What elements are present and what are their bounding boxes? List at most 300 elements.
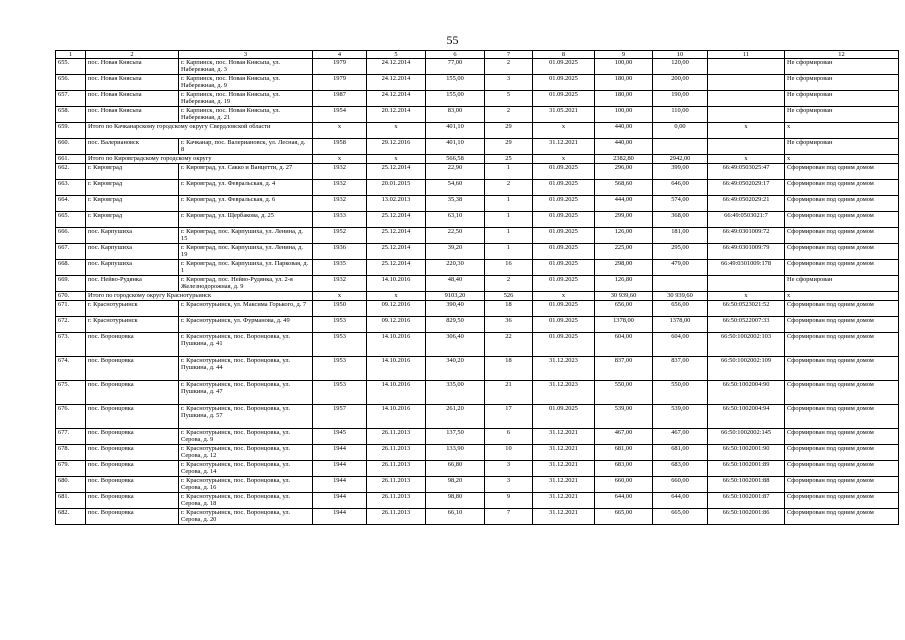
- year-built-cell: 1953: [313, 357, 367, 381]
- row-number: 680.: [56, 477, 86, 493]
- area-cell: 390,40: [426, 301, 485, 317]
- year-built-cell: 1954: [313, 107, 367, 123]
- value-cell: 644,00: [595, 493, 653, 509]
- value-cell: 120,00: [653, 59, 708, 75]
- residents-cell: 18: [485, 357, 533, 381]
- value-cell: 2942,00: [653, 155, 708, 164]
- year-built-cell: 1935: [313, 260, 367, 276]
- value-cell: 681,00: [653, 445, 708, 461]
- residents-cell: 10: [485, 445, 533, 461]
- status-cell: Сформирован под одним домом: [785, 461, 899, 477]
- table-row: [56, 317, 899, 333]
- year-built-cell: 1936: [313, 244, 367, 260]
- residents-cell: 3: [485, 477, 533, 493]
- date-cell: 26.11.2013: [367, 445, 426, 461]
- address-cell: г. Краснотурьинск, ул. Фурманова, д. 49: [179, 317, 313, 333]
- row-number: 661.: [56, 155, 86, 164]
- settlement-cell: пос. Воронцовка: [86, 357, 179, 381]
- date-cell: 20.12.2014: [367, 107, 426, 123]
- value-cell: 568,60: [595, 180, 653, 196]
- area-cell: 77,00: [426, 59, 485, 75]
- settlement-cell: г. Кировград: [86, 180, 179, 196]
- status-cell: Не сформирован: [785, 139, 899, 155]
- table-row: [56, 276, 899, 292]
- cadastral-cell: x: [708, 123, 785, 139]
- residents-cell: 6: [485, 429, 533, 445]
- area-cell: 83,00: [426, 107, 485, 123]
- deadline-cell: 31.12.2021: [533, 493, 595, 509]
- year-built-cell: 1958: [313, 139, 367, 155]
- settlement-cell: г. Кировград: [86, 164, 179, 180]
- deadline-cell: 01.09.2025: [533, 244, 595, 260]
- row-number: 669.: [56, 276, 86, 292]
- value-cell: 660,00: [595, 477, 653, 493]
- status-cell: Сформирован под одним домом: [785, 509, 899, 525]
- settlement-cell: пос. Новая Княсьпа: [86, 107, 179, 123]
- cadastral-cell: 66:49:0503025:47: [708, 164, 785, 180]
- status-cell: Сформирован под одним домом: [785, 301, 899, 317]
- value-cell: 644,00: [653, 493, 708, 509]
- date-cell: 09.12.2016: [367, 317, 426, 333]
- area-cell: 39,20: [426, 244, 485, 260]
- status-cell: Сформирован под одним домом: [785, 405, 899, 429]
- deadline-cell: 01.09.2025: [533, 317, 595, 333]
- table-row: [56, 260, 899, 276]
- year-built-cell: 1944: [313, 477, 367, 493]
- area-cell: 22,50: [426, 228, 485, 244]
- year-built-cell: 1945: [313, 429, 367, 445]
- row-number: 675.: [56, 381, 86, 405]
- area-cell: 340,20: [426, 357, 485, 381]
- value-cell: 200,00: [653, 75, 708, 91]
- status-cell: Не сформирован: [785, 75, 899, 91]
- residents-cell: 29: [485, 139, 533, 155]
- header-cell: 9: [595, 51, 653, 59]
- table-row: [56, 212, 899, 228]
- header-cell: 12: [785, 51, 899, 59]
- date-cell: 25.12.2014: [367, 260, 426, 276]
- area-cell: 306,40: [426, 333, 485, 357]
- cadastral-cell: x: [708, 292, 785, 301]
- deadline-cell: 01.09.2025: [533, 301, 595, 317]
- area-cell: 261,20: [426, 405, 485, 429]
- table-row: [56, 405, 899, 429]
- status-cell: Сформирован под одним домом: [785, 429, 899, 445]
- deadline-cell: 31.12.2021: [533, 461, 595, 477]
- value-cell: 444,00: [595, 196, 653, 212]
- row-number: 664.: [56, 196, 86, 212]
- status-cell: Сформирован под одним домом: [785, 228, 899, 244]
- value-cell: 295,00: [653, 244, 708, 260]
- row-number: 672.: [56, 317, 86, 333]
- status-cell: Не сформирован: [785, 59, 899, 75]
- cadastral-cell: 66:50:0523021:52: [708, 301, 785, 317]
- value-cell: 100,00: [595, 59, 653, 75]
- area-cell: 220,30: [426, 260, 485, 276]
- row-number: 673.: [56, 333, 86, 357]
- deadline-cell: 31.12.2021: [533, 139, 595, 155]
- date-cell: 25.12.2014: [367, 228, 426, 244]
- address-cell: г. Краснотурьинск, пос. Воронцовка, ул. Пушкина, д. 57: [179, 405, 313, 429]
- value-cell: 2382,80: [595, 155, 653, 164]
- status-cell: Не сформирован: [785, 91, 899, 107]
- year-built-cell: 1944: [313, 445, 367, 461]
- deadline-cell: 01.09.2025: [533, 196, 595, 212]
- value-cell: 30 939,60: [595, 292, 653, 301]
- area-cell: 155,00: [426, 75, 485, 91]
- value-cell: 399,00: [653, 164, 708, 180]
- row-number: 656.: [56, 75, 86, 91]
- residents-cell: 29: [485, 123, 533, 139]
- cadastral-cell: 66:49:0301009:178: [708, 260, 785, 276]
- area-cell: 22,90: [426, 164, 485, 180]
- value-cell: 296,00: [595, 164, 653, 180]
- total-label-cell: Итого по Качканарскому городскому округу Свердловской области: [86, 123, 313, 139]
- deadline-cell: 01.09.2025: [533, 276, 595, 292]
- address-cell: г. Карпинск, пос. Новая Княсьпа, ул. Набережная, д. 9: [179, 75, 313, 91]
- cadastral-cell: 66:50:1002002:103: [708, 333, 785, 357]
- deadline-cell: 01.09.2025: [533, 228, 595, 244]
- value-cell: 656,00: [595, 301, 653, 317]
- deadline-cell: x: [533, 292, 595, 301]
- address-cell: г. Кировград, ул. Сакко и Ванцетти, д. 27: [179, 164, 313, 180]
- cadastral-cell: [708, 59, 785, 75]
- date-cell: 14.10.2016: [367, 333, 426, 357]
- address-cell: г. Кировград, ул. Февральская, д. 4: [179, 180, 313, 196]
- area-cell: 66,80: [426, 461, 485, 477]
- cadastral-cell: 66:49:0503021:7: [708, 212, 785, 228]
- status-cell: Сформирован под одним домом: [785, 333, 899, 357]
- value-cell: 467,00: [653, 429, 708, 445]
- address-cell: г. Кировград, ул. Февральская, д. 6: [179, 196, 313, 212]
- date-cell: 14.10.2016: [367, 357, 426, 381]
- status-cell: Сформирован под одним домом: [785, 164, 899, 180]
- residents-cell: 22: [485, 333, 533, 357]
- table-row: [56, 461, 899, 477]
- row-number: 677.: [56, 429, 86, 445]
- date-cell: 24.12.2014: [367, 91, 426, 107]
- area-cell: 48,40: [426, 276, 485, 292]
- value-cell: 126,80: [595, 276, 653, 292]
- date-cell: 24.12.2014: [367, 59, 426, 75]
- year-built-cell: 1979: [313, 75, 367, 91]
- value-cell: 440,00: [595, 123, 653, 139]
- residents-cell: 3: [485, 75, 533, 91]
- row-number: 678.: [56, 445, 86, 461]
- cadastral-cell: 66:50:1002001:89: [708, 461, 785, 477]
- value-cell: 298,00: [595, 260, 653, 276]
- residents-cell: 25: [485, 155, 533, 164]
- year-built-cell: 1953: [313, 381, 367, 405]
- total-row: [56, 292, 899, 301]
- table-row: [56, 493, 899, 509]
- value-cell: 126,00: [595, 228, 653, 244]
- settlement-cell: г. Кировград: [86, 212, 179, 228]
- year-built-cell: 1957: [313, 405, 367, 429]
- residents-cell: 7: [485, 509, 533, 525]
- value-cell: 683,00: [653, 461, 708, 477]
- table-row: [56, 196, 899, 212]
- table-row: [56, 509, 899, 525]
- row-number: 676.: [56, 405, 86, 429]
- cadastral-cell: [708, 91, 785, 107]
- date-cell: 20.01.2015: [367, 180, 426, 196]
- cadastral-cell: 66:50:1002002:109: [708, 357, 785, 381]
- year-built-cell: 1944: [313, 493, 367, 509]
- cadastral-cell: 66:50:1002001:86: [708, 509, 785, 525]
- table-row: [56, 357, 899, 381]
- header-cell: 2: [86, 51, 179, 59]
- deadline-cell: 01.09.2025: [533, 164, 595, 180]
- table-row: [56, 244, 899, 260]
- cadastral-cell: 66:50:1002001:88: [708, 477, 785, 493]
- total-label-cell: Итого по городскому округу Краснотурьинск: [86, 292, 313, 301]
- residents-cell: 2: [485, 180, 533, 196]
- value-cell: 550,00: [653, 381, 708, 405]
- table-row: [56, 301, 899, 317]
- value-cell: 225,00: [595, 244, 653, 260]
- row-number: 667.: [56, 244, 86, 260]
- area-cell: 137,50: [426, 429, 485, 445]
- settlement-cell: пос. Воронцовка: [86, 477, 179, 493]
- settlement-cell: пос. Карпушиха: [86, 228, 179, 244]
- cadastral-cell: [708, 139, 785, 155]
- date-cell: 25.12.2014: [367, 212, 426, 228]
- year-built-cell: 1944: [313, 509, 367, 525]
- year-built-cell: 1950: [313, 301, 367, 317]
- value-cell: 1378,00: [595, 317, 653, 333]
- address-cell: г. Краснотурьинск, пос. Воронцовка, ул. Пушкина, д. 44: [179, 357, 313, 381]
- status-cell: Сформирован под одним домом: [785, 357, 899, 381]
- value-cell: 646,00: [653, 180, 708, 196]
- value-cell: [653, 139, 708, 155]
- status-cell: Сформирован под одним домом: [785, 244, 899, 260]
- address-cell: г. Кировград, пос. Карпушиха, ул. Ленина, д. 19: [179, 244, 313, 260]
- status-cell: Сформирован под одним домом: [785, 196, 899, 212]
- date-cell: 24.12.2014: [367, 75, 426, 91]
- table-row: [56, 333, 899, 357]
- settlement-cell: пос. Воронцовка: [86, 445, 179, 461]
- area-cell: 63,10: [426, 212, 485, 228]
- settlement-cell: пос. Карпушиха: [86, 260, 179, 276]
- row-number: 670.: [56, 292, 86, 301]
- row-number: 662.: [56, 164, 86, 180]
- area-cell: 98,20: [426, 477, 485, 493]
- table-row: [56, 164, 899, 180]
- deadline-cell: 31.12.2021: [533, 509, 595, 525]
- area-cell: 566,58: [426, 155, 485, 164]
- value-cell: 837,00: [653, 357, 708, 381]
- address-cell: г. Кировград, пос. Карпушиха, ул. Ленина, д. 15: [179, 228, 313, 244]
- settlement-cell: пос. Новая Княсьпа: [86, 75, 179, 91]
- date-cell: 26.11.2013: [367, 493, 426, 509]
- value-cell: 604,00: [595, 333, 653, 357]
- year-built-cell: 1953: [313, 317, 367, 333]
- address-cell: г. Краснотурьинск, пос. Воронцовка, ул. Серова, д. 14: [179, 461, 313, 477]
- housing-table: [55, 50, 899, 525]
- address-cell: г. Кировград, ул. Щербакова, д. 25: [179, 212, 313, 228]
- address-cell: г. Карпинск, пос. Новая Княсьпа, ул. Набережная, д. 3: [179, 59, 313, 75]
- value-cell: 681,00: [595, 445, 653, 461]
- header-cell: 5: [367, 51, 426, 59]
- cadastral-cell: [708, 107, 785, 123]
- year-built-cell: x: [313, 123, 367, 139]
- year-built-cell: 1933: [313, 212, 367, 228]
- year-built-cell: 1932: [313, 276, 367, 292]
- date-cell: 13.02.2013: [367, 196, 426, 212]
- year-built-cell: 1944: [313, 461, 367, 477]
- value-cell: 299,00: [595, 212, 653, 228]
- deadline-cell: 01.09.2025: [533, 212, 595, 228]
- total-row: [56, 123, 899, 139]
- date-cell: 14.10.2016: [367, 381, 426, 405]
- year-built-cell: 1987: [313, 91, 367, 107]
- date-cell: 26.11.2013: [367, 477, 426, 493]
- date-cell: x: [367, 123, 426, 139]
- value-cell: 0,00: [653, 123, 708, 139]
- row-number: 660.: [56, 139, 86, 155]
- address-cell: г. Краснотурьинск, ул. Максима Горького, д. 7: [179, 301, 313, 317]
- area-cell: 335,00: [426, 381, 485, 405]
- header-cell: 8: [533, 51, 595, 59]
- area-cell: 35,38: [426, 196, 485, 212]
- table-row: [56, 445, 899, 461]
- value-cell: 683,00: [595, 461, 653, 477]
- row-number: 671.: [56, 301, 86, 317]
- residents-cell: 21: [485, 381, 533, 405]
- row-number: 657.: [56, 91, 86, 107]
- cadastral-cell: 66:50:0522007:33: [708, 317, 785, 333]
- residents-cell: 2: [485, 59, 533, 75]
- address-cell: г. Краснотурьинск, пос. Воронцовка, ул. Пушкина, д. 47: [179, 381, 313, 405]
- year-built-cell: 1952: [313, 228, 367, 244]
- deadline-cell: 31.05.2021: [533, 107, 595, 123]
- area-cell: 9103,20: [426, 292, 485, 301]
- row-number: 682.: [56, 509, 86, 525]
- settlement-cell: пос. Новая Княсьпа: [86, 91, 179, 107]
- settlement-cell: пос. Воронцовка: [86, 461, 179, 477]
- status-cell: Сформирован под одним домом: [785, 180, 899, 196]
- address-cell: г. Кировград, пос. Нейво-Рудянка, ул. 2-я Железнодорожная, д. 9: [179, 276, 313, 292]
- address-cell: г. Качканар, пос. Валериановск, ул. Лесная, д. 8: [179, 139, 313, 155]
- table-row: [56, 139, 899, 155]
- value-cell: 479,00: [653, 260, 708, 276]
- residents-cell: 2: [485, 107, 533, 123]
- value-cell: 665,00: [653, 509, 708, 525]
- header-cell: 6: [426, 51, 485, 59]
- page-number: 55: [446, 33, 459, 47]
- value-cell: 656,00: [653, 301, 708, 317]
- date-cell: 26.11.2013: [367, 429, 426, 445]
- residents-cell: 1: [485, 228, 533, 244]
- cadastral-cell: 66:50:1002004:90: [708, 381, 785, 405]
- deadline-cell: 01.09.2025: [533, 91, 595, 107]
- date-cell: 26.11.2013: [367, 509, 426, 525]
- address-cell: г. Краснотурьинск, пос. Воронцовка, ул. Серова, д. 16: [179, 477, 313, 493]
- value-cell: 539,00: [653, 405, 708, 429]
- header-cell: 1: [56, 51, 86, 59]
- year-built-cell: 1932: [313, 180, 367, 196]
- deadline-cell: 01.09.2025: [533, 333, 595, 357]
- deadline-cell: 31.12.2023: [533, 357, 595, 381]
- cadastral-cell: 66:50:1002002:145: [708, 429, 785, 445]
- date-cell: 26.11.2013: [367, 461, 426, 477]
- row-number: 663.: [56, 180, 86, 196]
- cadastral-cell: 66:50:1002001:87: [708, 493, 785, 509]
- deadline-cell: x: [533, 123, 595, 139]
- year-built-cell: 1979: [313, 59, 367, 75]
- header-cell: 7: [485, 51, 533, 59]
- value-cell: 110,00: [653, 107, 708, 123]
- status-cell: Сформирован под одним домом: [785, 260, 899, 276]
- table-row: [56, 429, 899, 445]
- cadastral-cell: 66:50:1002001:90: [708, 445, 785, 461]
- area-cell: 401,10: [426, 123, 485, 139]
- settlement-cell: пос. Воронцовка: [86, 381, 179, 405]
- table-row: [56, 91, 899, 107]
- value-cell: 180,00: [595, 91, 653, 107]
- row-number: 679.: [56, 461, 86, 477]
- cadastral-cell: x: [708, 155, 785, 164]
- deadline-cell: 01.09.2025: [533, 180, 595, 196]
- row-number: 665.: [56, 212, 86, 228]
- value-cell: 574,00: [653, 196, 708, 212]
- deadline-cell: 01.09.2025: [533, 59, 595, 75]
- settlement-cell: пос. Воронцовка: [86, 429, 179, 445]
- area-cell: 66,10: [426, 509, 485, 525]
- settlement-cell: пос. Карпушиха: [86, 244, 179, 260]
- deadline-cell: 31.12.2021: [533, 477, 595, 493]
- settlement-cell: г. Краснотурьинск: [86, 301, 179, 317]
- header-cell: 10: [653, 51, 708, 59]
- area-cell: 829,50: [426, 317, 485, 333]
- value-cell: 368,00: [653, 212, 708, 228]
- status-cell: Сформирован под одним домом: [785, 317, 899, 333]
- area-cell: 54,60: [426, 180, 485, 196]
- table-row: [56, 107, 899, 123]
- value-cell: 837,00: [595, 357, 653, 381]
- residents-cell: 18: [485, 301, 533, 317]
- year-built-cell: 1953: [313, 333, 367, 357]
- cadastral-cell: 66:49:0502029:21: [708, 196, 785, 212]
- value-cell: 660,00: [653, 477, 708, 493]
- address-cell: г. Карпинск, пос. Новая Княсьпа, ул. Набережная, д. 19: [179, 91, 313, 107]
- cadastral-cell: 66:49:0301009:79: [708, 244, 785, 260]
- settlement-cell: пос. Новая Княсьпа: [86, 59, 179, 75]
- deadline-cell: 31.12.2021: [533, 445, 595, 461]
- residents-cell: 5: [485, 91, 533, 107]
- residents-cell: 3: [485, 461, 533, 477]
- table-row: [56, 228, 899, 244]
- total-label-cell: Итого по Кировградскому городскому округу: [86, 155, 313, 164]
- status-cell: Сформирован под одним домом: [785, 381, 899, 405]
- header-cell: 11: [708, 51, 785, 59]
- deadline-cell: 01.09.2025: [533, 260, 595, 276]
- residents-cell: 36: [485, 317, 533, 333]
- area-cell: 401,10: [426, 139, 485, 155]
- deadline-cell: 31.12.2023: [533, 381, 595, 405]
- date-cell: 09.12.2016: [367, 301, 426, 317]
- address-cell: г. Карпинск, пос. Новая Княсьпа, ул. Набережная, д. 21: [179, 107, 313, 123]
- status-cell: x: [785, 155, 899, 164]
- settlement-cell: пос. Воронцовка: [86, 333, 179, 357]
- area-cell: 98,80: [426, 493, 485, 509]
- date-cell: x: [367, 292, 426, 301]
- table-row: [56, 59, 899, 75]
- status-cell: Не сформирован: [785, 107, 899, 123]
- settlement-cell: пос. Воронцовка: [86, 493, 179, 509]
- deadline-cell: 01.09.2025: [533, 75, 595, 91]
